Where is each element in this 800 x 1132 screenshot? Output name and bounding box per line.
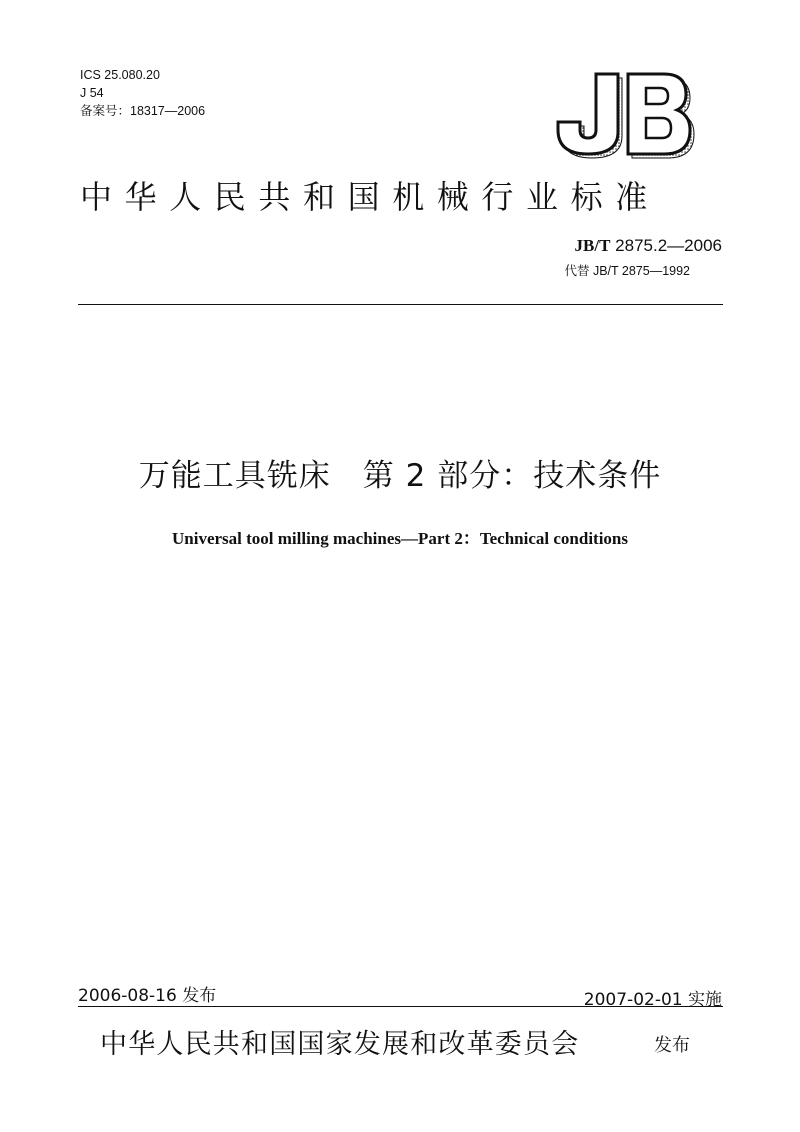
publisher-name: 中华人民共和国国家发展和改革委员会 (100, 1029, 580, 1060)
filing-number: 备案号：18317—2006 (80, 104, 206, 118)
issue-date: 2006-08-16 发布 (78, 986, 217, 1006)
publisher-suffix: 发布 (654, 1035, 690, 1056)
ics-code: ICS 25.080.20 (80, 68, 160, 82)
jb-logo (536, 66, 696, 160)
category-code: J 54 (80, 86, 104, 100)
standard-category-title: 中华人民共和国机械行业标准 (80, 178, 660, 216)
standard-number (575, 236, 722, 256)
document-title-cn: 万能工具铣床 第 2 部分：技术条件 (138, 458, 662, 494)
document-title-en: Universal tool milling machines—Part 2：Technical conditions (171, 529, 629, 548)
implementation-date: 2007-02-01 实施 (583, 990, 722, 1010)
standard-number-value: 2875.2—2006 (615, 236, 722, 255)
standard-number-code: JB/T (574, 236, 611, 255)
classification-block (80, 66, 205, 120)
replaces-standard: 代替 JB/T 2875—1992 (564, 264, 690, 278)
logo-text: JB (536, 66, 537, 67)
bottom-divider (78, 1006, 723, 1007)
top-divider (78, 304, 723, 305)
